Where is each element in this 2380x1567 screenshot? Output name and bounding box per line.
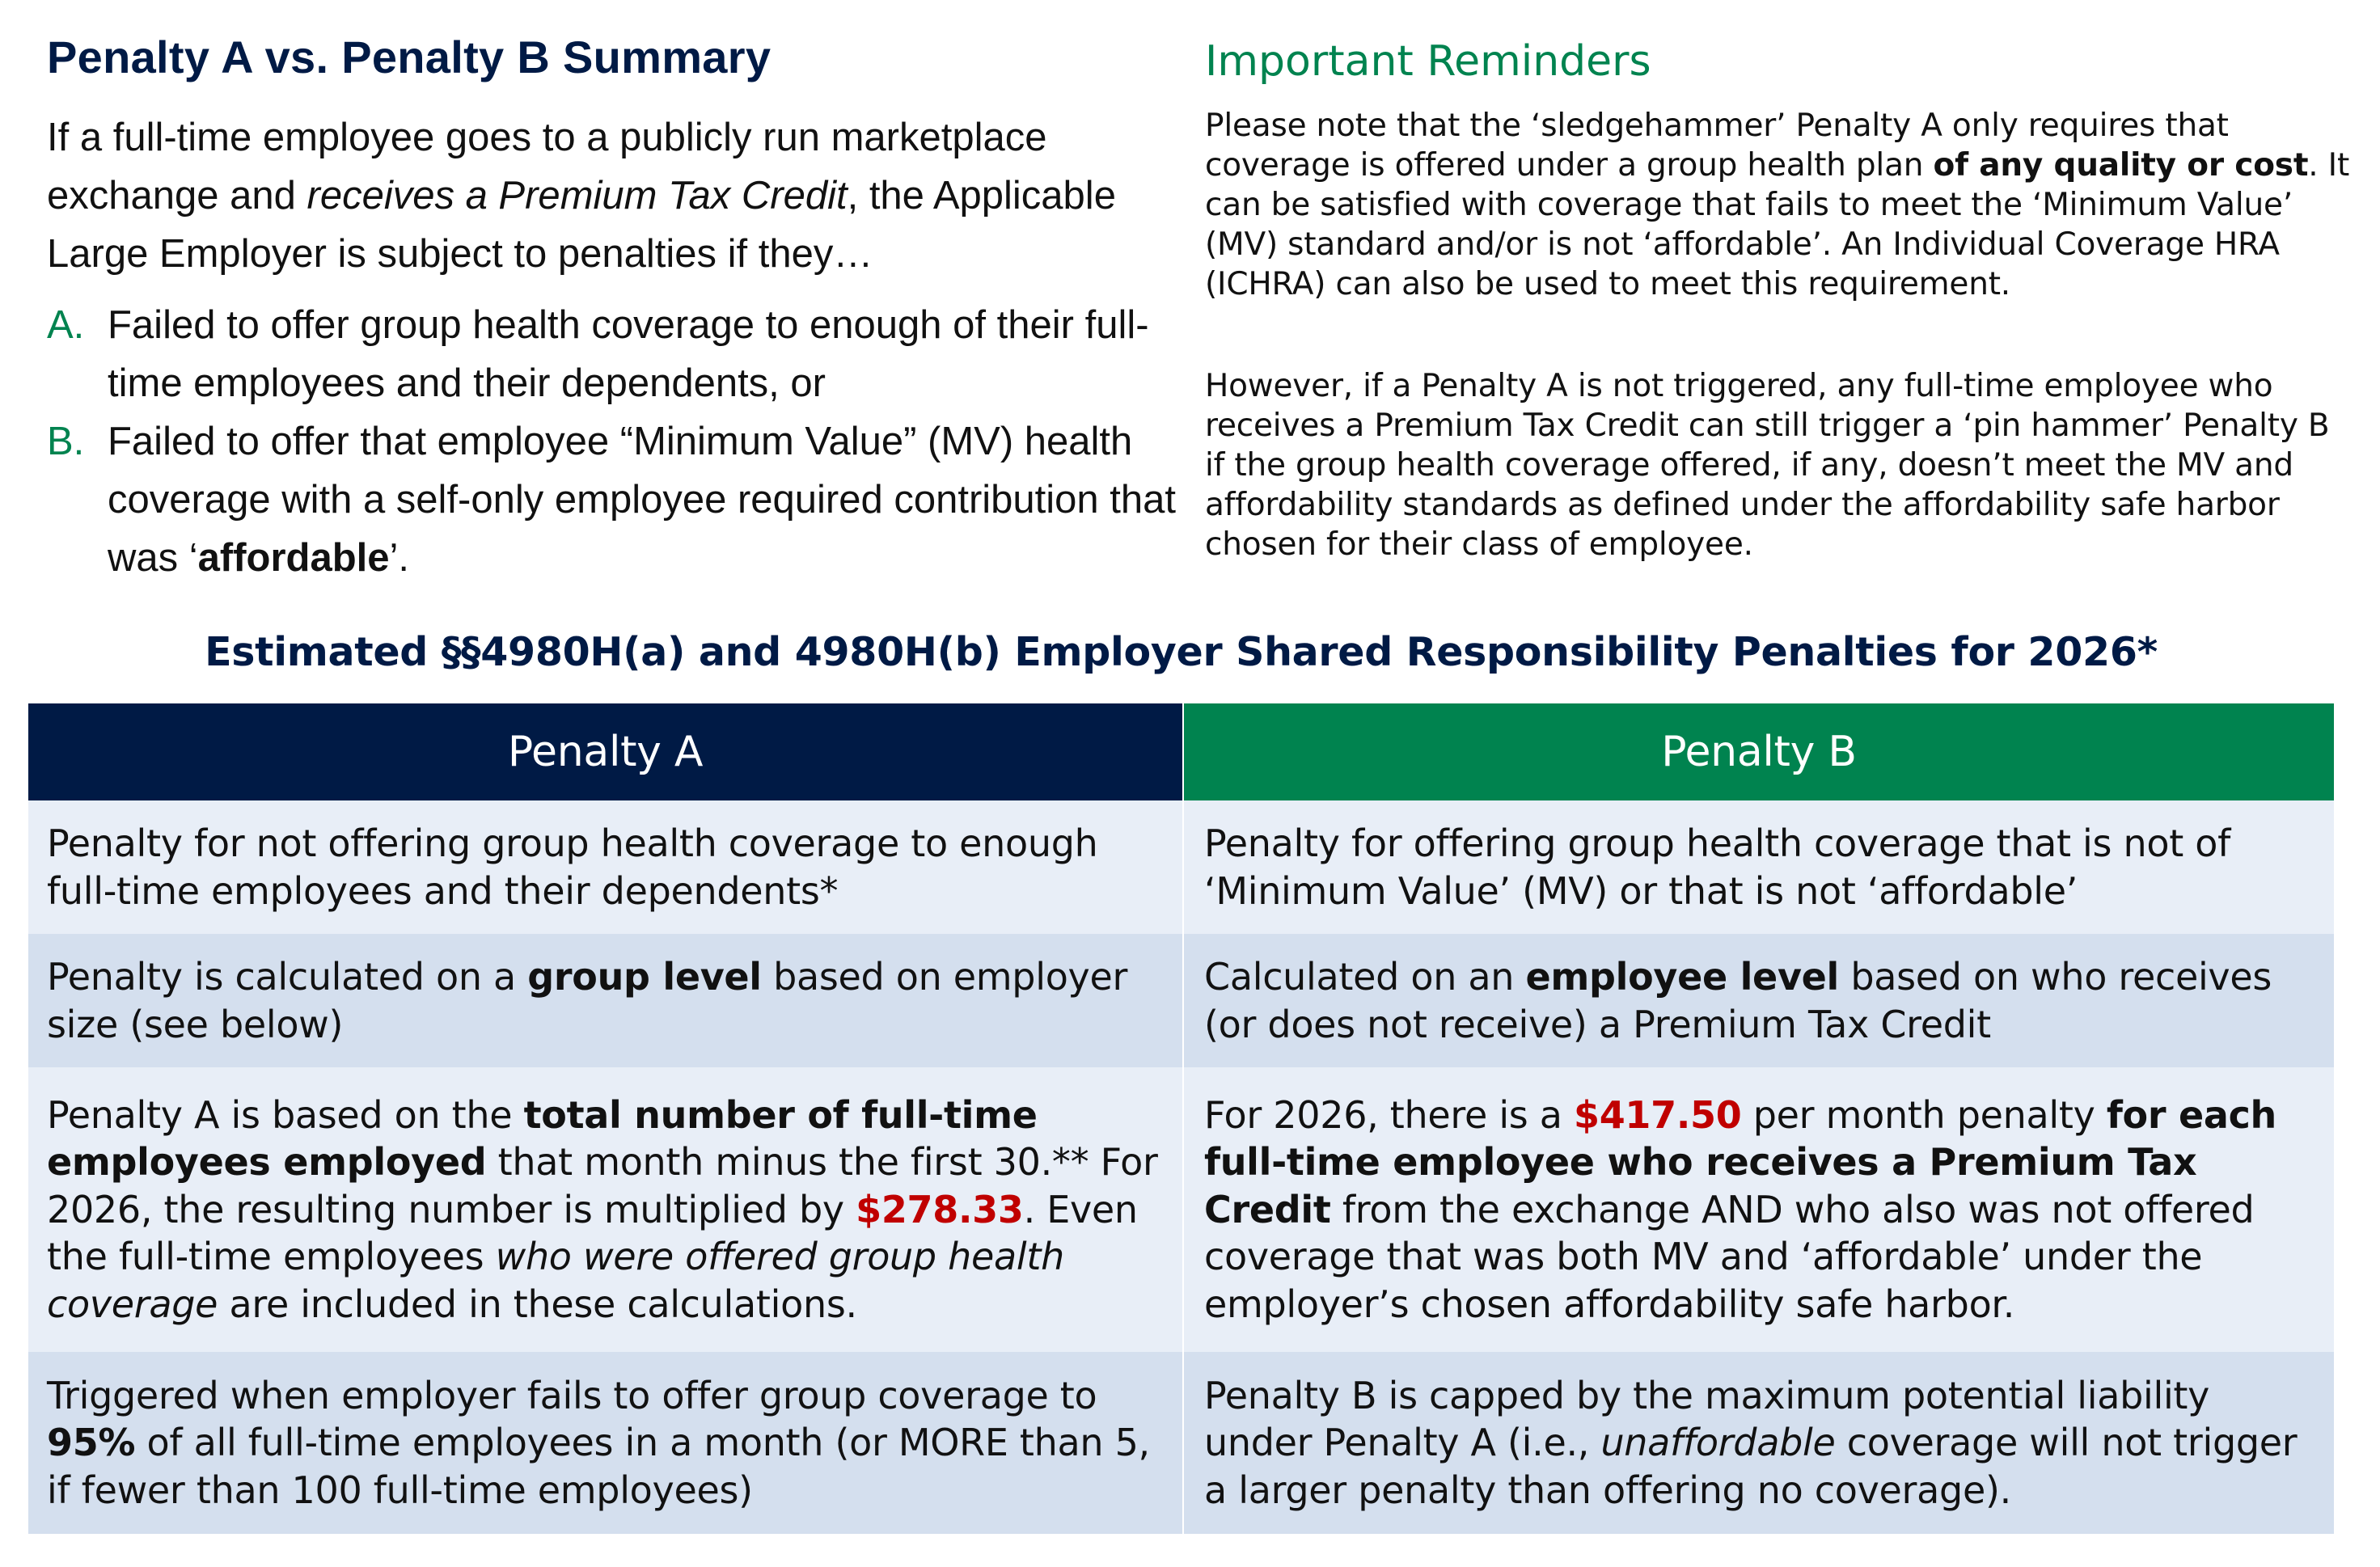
cell-text-part: of all full-time employees in a month (or MORE than 5, if fewer than 100 full-time employees) xyxy=(47,1421,1150,1512)
cell-text xyxy=(1204,1372,2318,1514)
table-row xyxy=(28,1352,2334,1534)
cell-penalty-a xyxy=(28,934,1182,1067)
cell-text-part: Penalty A is based on the xyxy=(47,1092,524,1137)
cell-text-part: For 2026, there is a xyxy=(1204,1092,1575,1137)
intro-text: If a full-time employee goes to a publicly run marketplace exchange and xyxy=(47,116,1047,218)
cell-text-part: . Even the full-time employees xyxy=(47,1187,1138,1279)
penalty-criteria-list xyxy=(47,296,1195,587)
cell-text xyxy=(47,953,1166,1048)
cell-text: Penalty for not offering group health coverage to enough full-time employees and their dependents* xyxy=(47,822,1098,913)
table-row xyxy=(28,934,2334,1067)
reminder-text: Please note that the ‘sledgehammer’ Penalty A only requires that coverage is offered under a group health plan xyxy=(1205,108,2229,184)
cell-text-part: based on who receives (or does not receive) a Premium Tax Credit xyxy=(1204,955,2272,1046)
cell-emphasis: for each full-time employee who receives a Premium Tax Credit xyxy=(1204,1092,2276,1231)
intro-text: , the Applicable Large Employer is subject to penalties if they… xyxy=(47,174,1116,276)
header-penalty-b: Penalty B xyxy=(1184,703,2334,800)
cell-text xyxy=(47,1092,1166,1328)
reminder-paragraph-2: However, if a Penalty A is not triggered, any full-time employee who receives a Premium Tax Credit can still trigger a ‘pin hammer’ Penalty B if the group health coverage offered, if any, doesn’t meet the MV and affordability standards as defined under the affordability safe harbor chosen for their class of employee. xyxy=(1205,368,2330,563)
cell-text-part: coverage will not trigger a larger penalty than offering no coverage). xyxy=(1204,1421,2298,1512)
reminder-emphasis: of any quality or cost xyxy=(1933,147,2309,184)
penalty-comparison-table xyxy=(28,703,2334,1534)
intro-emphasis: receives a Premium Tax Credit xyxy=(306,174,848,218)
cell-text-part: from the exchange AND who also was not offered coverage that was both MV and ‘affordable’ under the employer’s chosen affordability safe harbor. xyxy=(1204,1187,2255,1326)
cell-text-part: Calculated on an xyxy=(1204,955,1526,999)
cell-text-part: per month penalty xyxy=(1741,1092,2107,1137)
cell-text-part: Penalty is calculated on a xyxy=(47,955,528,999)
table-row xyxy=(28,800,2334,934)
table-header-row xyxy=(28,703,2334,800)
cell-emphasis: total number of full-time employees employed xyxy=(47,1092,1038,1185)
cell-emphasis: 95% xyxy=(47,1421,136,1465)
cell-emphasis: employee level xyxy=(1525,955,1839,999)
list-marker: B. xyxy=(47,420,85,463)
cell-text xyxy=(47,1372,1166,1514)
penalty-b-amount: $417.50 xyxy=(1574,1092,1742,1137)
penalty-a-amount: $278.33 xyxy=(856,1187,1024,1231)
cell-italic: unaffordable xyxy=(1600,1421,1836,1465)
cell-penalty-b xyxy=(1184,1352,2334,1534)
criteria-item-a xyxy=(47,296,1195,412)
header-penalty-a: Penalty A xyxy=(28,703,1182,800)
summary-heading: Penalty A vs. Penalty B Summary xyxy=(47,32,771,82)
intro-paragraph xyxy=(47,108,1195,283)
cell-penalty-a xyxy=(28,800,1182,934)
criteria-emphasis: affordable xyxy=(197,536,390,580)
cell-text-part: based on employer size (see below) xyxy=(47,955,1128,1046)
reminder-text: . It can be satisfied with coverage that fails to meet the ‘Minimum Value’ (MV) standard and/or is not ‘affordable’. An Individual Coverage HRA (ICHRA) can also be used to meet this requirement. xyxy=(1205,147,2350,302)
reminder-paragraph-1 xyxy=(1205,106,2353,304)
table-row xyxy=(28,1067,2334,1352)
cell-text-part: Penalty B is capped by the maximum potential liability under Penalty A (i.e., xyxy=(1204,1373,2210,1465)
table-title: Estimated §§4980H(a) and 4980H(b) Employer Shared Responsibility Penalties for 2026* xyxy=(205,629,2158,675)
reminders-heading: Important Reminders xyxy=(1205,37,1651,86)
criteria-text: ’. xyxy=(389,536,410,580)
cell-text xyxy=(1204,1092,2318,1328)
cell-penalty-b xyxy=(1184,934,2334,1067)
criteria-text: Failed to offer that employee “Minimum Value” (MV) health coverage with a self-only employee required contribution that was ‘ xyxy=(108,420,1177,580)
cell-italic: who were offered group health coverage xyxy=(47,1235,1064,1326)
criteria-text: Failed to offer group health coverage to enough of their full-time employees and their dependents, or xyxy=(108,303,1149,405)
cell-penalty-a xyxy=(28,1352,1182,1534)
cell-penalty-b xyxy=(1184,800,2334,934)
cell-text-part: Triggered when employer fails to offer group coverage to xyxy=(47,1373,1097,1417)
cell-text-part: are included in these calculations. xyxy=(218,1282,857,1326)
cell-text xyxy=(1204,953,2318,1048)
cell-penalty-a xyxy=(28,1067,1182,1352)
cell-text: Penalty for offering group health coverage that is not of ‘Minimum Value’ (MV) or that is not ‘affordable’ xyxy=(1204,822,2231,913)
list-marker: A. xyxy=(47,303,85,347)
criteria-item-b xyxy=(47,412,1195,587)
cell-emphasis: group level xyxy=(527,955,762,999)
cell-text-part: that month minus the first 30.** For 2026, the resulting number is multiplied by xyxy=(47,1140,1158,1231)
cell-penalty-b xyxy=(1184,1067,2334,1352)
